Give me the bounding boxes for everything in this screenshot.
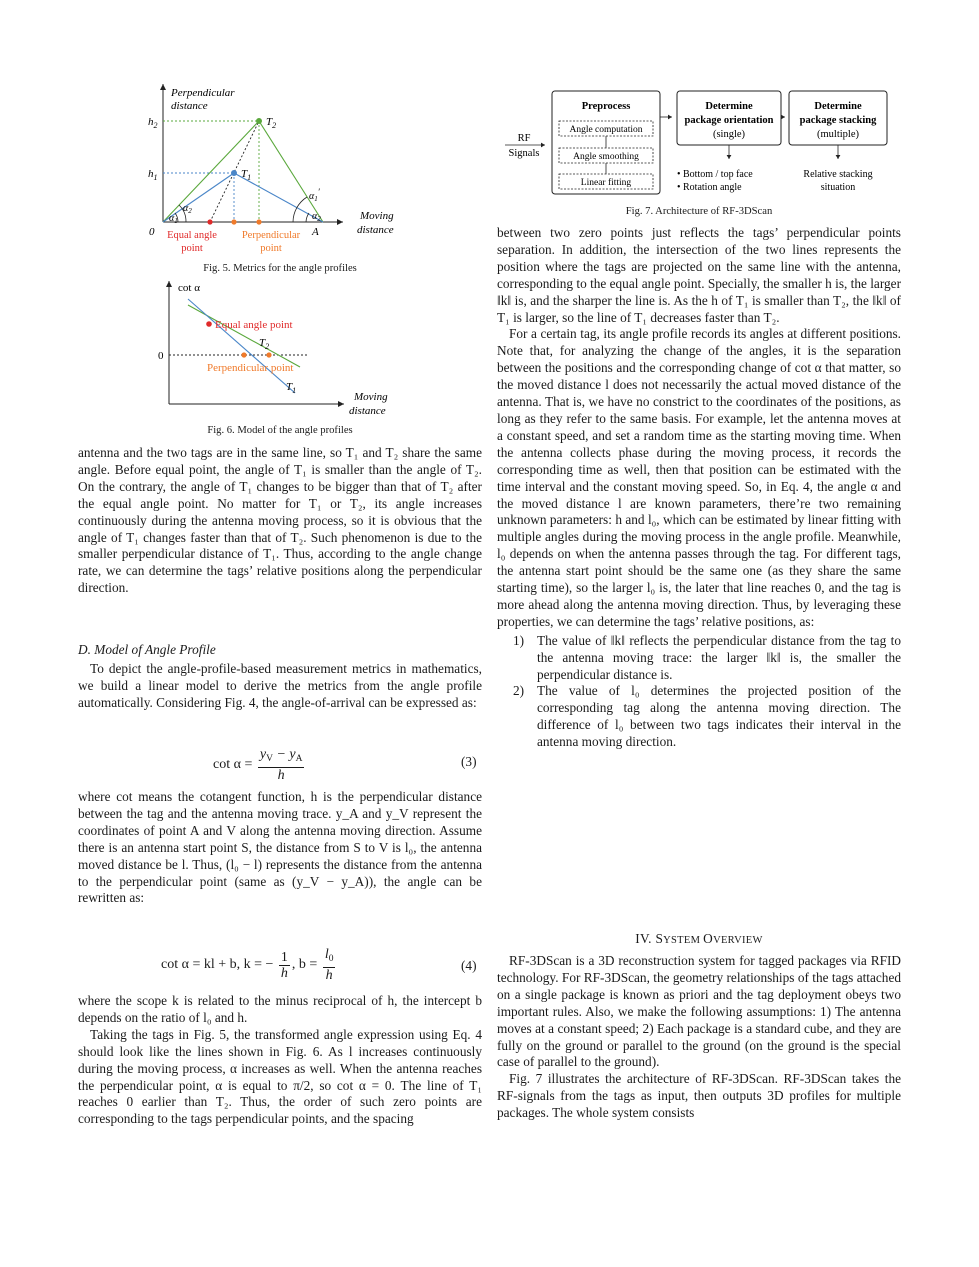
y-axis-label-2: distance xyxy=(171,100,208,112)
figure-6-caption: Fig. 6. Model of the angle profiles xyxy=(207,425,353,436)
paragraph: Taking the tags in Fig. 5, the transformed angle expression using Eq. 4 should look like the lines shown in Fig. 6. As l increases continuously during the moving process, α increases as well. When the antenna reaches the perpendicular point, α is equal to π/2, so cot α = 0. The line of T₁ reaches 0 earlier than T₂. Thus, the order of such zero points are corresponding to the tags perpendicular points, and the spacing xyxy=(78,1026,482,1127)
alpha1p-label: $\alpha_1'$ xyxy=(309,187,320,203)
t2-label: $T_2$ xyxy=(266,116,277,130)
equal-angle-dot xyxy=(206,321,212,327)
h2-label: $h_2$ xyxy=(148,116,158,130)
list-item: 2) The value of l₀ determines the projected position of the corresponding tag along the antenna moving direction. The difference of l₀ between two tags indicates their interval in the antenna moving direction. xyxy=(513,683,901,750)
t2-line-right xyxy=(259,121,323,222)
right-text-2 xyxy=(497,953,901,1122)
stacking-label-1: Determine xyxy=(814,101,862,112)
perp-dot-t1 xyxy=(241,352,246,357)
paragraph: where the scope k is related to the minus reciprocal of h, the intercept b depends on the ratio of l₀ and h. xyxy=(78,993,482,1025)
t1-line xyxy=(188,299,295,393)
stacking-output-2: situation xyxy=(820,182,856,193)
right-text xyxy=(497,225,901,751)
x-axis-label-1: Moving xyxy=(354,391,388,403)
orientation-output-2: • Rotation angle xyxy=(677,182,742,193)
rf-label-1: RF xyxy=(517,133,531,144)
figure-6 xyxy=(138,278,488,420)
equal-angle-label-1: Equal angle xyxy=(167,230,217,241)
angle-computation-label: Angle computation xyxy=(569,125,643,135)
preprocess-title: Preprocess xyxy=(581,101,631,112)
orientation-label-3: (single) xyxy=(712,129,746,140)
paragraph: antenna and the two tags are in the same line, so T₁ and T₂ share the same angle. Before equal point, the angle of T₁ is smaller than the angle of T₂. On the contrary, the angle of T₁ changes to be bigger than that of T₂ after the equal angle point. No matter for T₁ or T₂, its angle increases continuously during the antenna moving process, so it is obvious that the angle of T₁ changes faster than that of T₂. Such phenomenon is due to the smaller perpendicular distance of T₁. Thus, according to the angle change rate, we can determine the tags’ relative positions along the perpendicular direction. xyxy=(78,445,482,596)
equation-3-number: (3) xyxy=(461,754,477,769)
paragraph: RF-3DScan is a 3D reconstruction system for tagged packages via RFID technology. For RF-3DScan, the geometry relationships of the tags attached on a single package is known as priori and the tag deployment obeys two important rules. Also, we make the following assumptions: 1) The antenna moves at a constant speed; 2) Each package is a standard cube, and they are fully on the ground or parallel to the ground (on the ground is the special case of parallel to the ground). xyxy=(497,953,901,1070)
perp-point-label-1: Perpendicular xyxy=(241,230,301,241)
left-text-3 xyxy=(78,789,482,907)
section-heading: IV. SYSTEM OVERVIEW xyxy=(635,931,763,946)
perp-point-label: Perpendicular point xyxy=(207,362,294,374)
stacking-label-2: package stacking xyxy=(799,115,877,126)
zero-label: 0 xyxy=(158,350,164,362)
t1-label: $T_1$ xyxy=(286,381,297,395)
stacking-label-3: (multiple) xyxy=(817,129,859,140)
left-text xyxy=(78,445,482,597)
properties-list xyxy=(497,633,901,751)
t1-dot xyxy=(231,170,237,176)
stacking-output-1: Relative stacking xyxy=(803,169,873,180)
perp-point-label-2: point xyxy=(260,243,282,254)
x-axis-label-1: Moving xyxy=(360,210,394,222)
t2-label: $T_2$ xyxy=(259,337,270,351)
alpha2-label: $\alpha_2$ xyxy=(183,203,192,215)
y-axis-label: cot α xyxy=(178,282,200,294)
paragraph: Fig. 7 illustrates the architecture of RF-3DScan. RF-3DScan takes the RF-signals from the tags as input, then outputs 3D profiles for multiple packages. The whole system consists xyxy=(497,1071,901,1121)
equation-4-number: (4) xyxy=(461,958,477,973)
angle-smoothing-label: Angle smoothing xyxy=(573,152,639,162)
h1-label: $h_1$ xyxy=(148,168,158,182)
alpha1-label: $\alpha_1$ xyxy=(169,213,178,225)
figure-5-caption: Fig. 5. Metrics for the angle profiles xyxy=(203,263,357,274)
perp-dot-t1 xyxy=(231,219,236,224)
rf-label-2: Signals xyxy=(508,148,540,159)
t2-dot xyxy=(256,118,262,124)
subsection-heading: D. Model of Angle Profile xyxy=(78,642,216,657)
x-axis-label-2: distance xyxy=(349,405,386,417)
orientation-label-2: package orientation xyxy=(684,115,774,126)
perp-dot-t2 xyxy=(266,352,271,357)
paragraph: between two zero points just reflects the tags’ perpendicular points separation. In addition, the intersection of the two lines represents the position where the tags are projected on the same line with the antenna, corresponding to the equal angle point. Specially, the smaller h is, the larger ‖k‖ is, and the sharper the line is. As the h of T₁ is smaller than T₂, the ‖k‖ of T₁ is larger, so the line of T₁ decreases faster than T₂. xyxy=(497,225,901,325)
figure-7 xyxy=(497,88,901,200)
alpha2p-label: $\alpha_2$ xyxy=(312,211,321,223)
point-a-label: A xyxy=(312,226,319,238)
paragraph: For a certain tag, its angle profile records its angles at different positions. Note that, for analyzing the change of the angles, it is the separation between the positions and the corresponding change of cot α that matter, so the moved distance l does not necessarily the actual moved distance of the antenna. That is, we have no constrict to the coordinates of the positions, as long as they refer to the same basis. For example, let the antenna moves at a constant speed, and set a random time as the starting moving time. When the antenna collects phase during the moving process, it records the corresponding time as well, then that position can be estimated with the time interval and the constant moving speed. So, in Eq. 4, the angle α and the moved distance l are known parameters, there’re two remaining unknown parameters: h and l₀, which can be estimated by linear fitting with multiple angles during the moving process in the angle profile. Meanwhile, l₀ depends on when the antenna passes through the tag. For different tags, the antenna start point should be the same one (as they share the same starting time), so the larger l₀ is, the later that line reaches 0, and the tag is more ahead along the antenna moving direction. Thus, by leveraging these properties, we can determine the tags’ relative positions, as: xyxy=(497,326,901,629)
x-axis-label-2: distance xyxy=(357,224,394,236)
equal-angle-label: Equal angle point xyxy=(215,319,293,331)
equation-3: cot α = $\frac{y_V - y_A}{h}$ xyxy=(213,747,303,783)
paragraph: where cot means the cotangent function, h is the perpendicular distance between the tag and the antenna moving trace. y_A and y_V represent the coordinates of point A and V along the antenna moving direction. Assume there is an antenna start point S, the distance from S to V is l₀, the antenna moved distance be l. Thus, (l₀ − l) represents the distance from the antenna to the perpendicular point (same as (y_V − y_A)), the angle can be rewritten as: xyxy=(78,789,482,906)
alpha2p-arc xyxy=(306,213,309,222)
perp-dot-t2 xyxy=(256,219,261,224)
figure-7-caption: Fig. 7. Architecture of RF-3DScan xyxy=(625,206,773,217)
orientation-output-1: • Bottom / top face xyxy=(677,169,753,180)
paragraph: To depict the angle-profile-based measurement metrics in mathematics, we build a linear model to derive the metrics from the angle profile automatically. Considering Fig. 4, the angle-of-arrival can be expressed as: xyxy=(78,661,482,710)
figure-5 xyxy=(138,80,488,255)
y-axis-label-1: Perpendicular xyxy=(171,87,235,99)
list-item: 1) The value of ‖k‖ reflects the perpendicular distance from the tag to the antenna moving trace: the larger ‖k‖ is, the smaller the perpendicular distance is. xyxy=(513,632,901,682)
linear-fitting-label: Linear fitting xyxy=(580,178,632,188)
equal-angle-dot xyxy=(207,219,212,224)
orientation-label-1: Determine xyxy=(705,101,753,112)
t1-label: $T_1$ xyxy=(241,168,252,182)
left-text-2 xyxy=(78,661,482,712)
left-text-4 xyxy=(78,993,482,1128)
equal-angle-label-2: point xyxy=(181,243,203,254)
origin-label: 0 xyxy=(149,226,155,238)
equation-4: cot α = kl + b, k = − $\frac{1}{h}$ , b = $\frac{l_0}{h}$ xyxy=(161,947,334,983)
